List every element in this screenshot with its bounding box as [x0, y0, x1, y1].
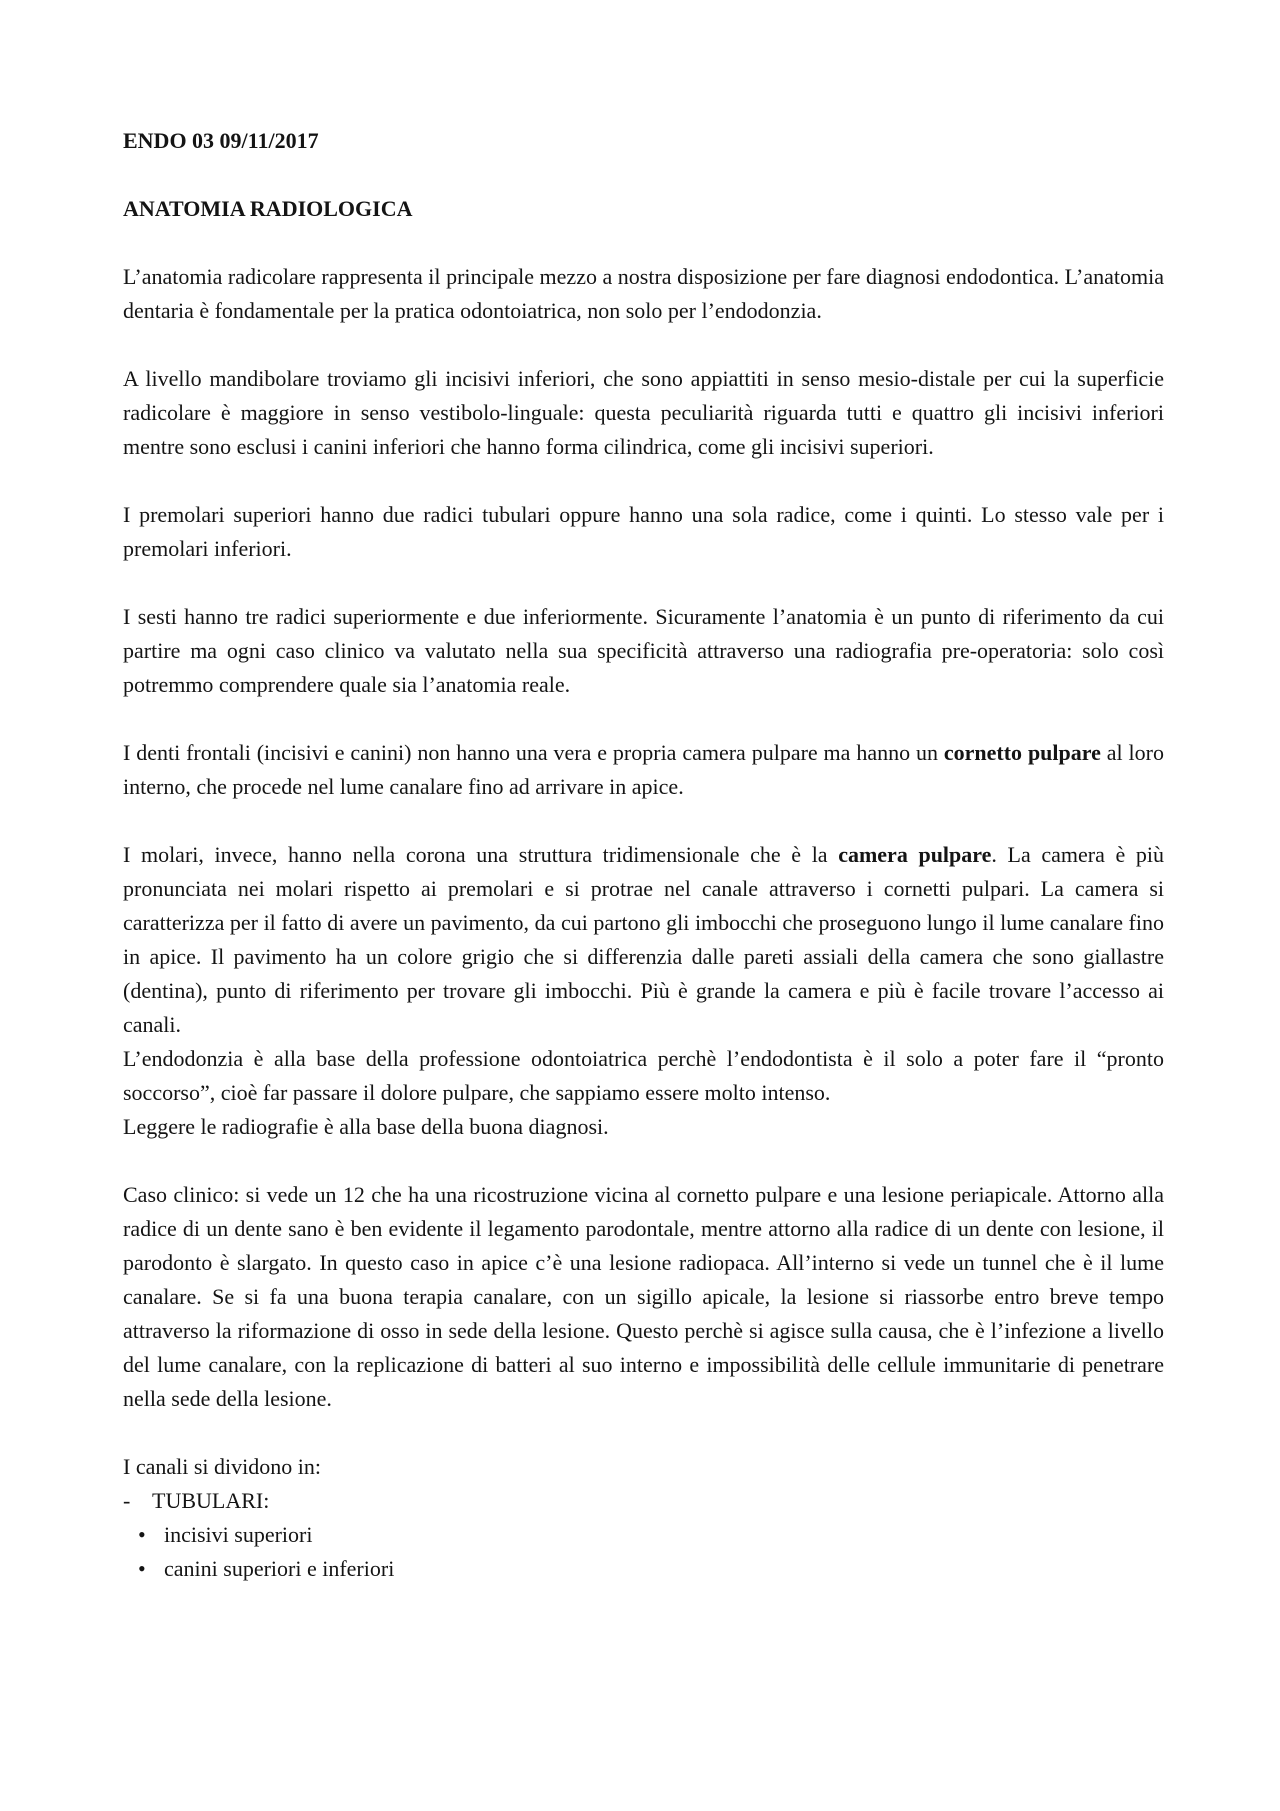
list-item-label: TUBULARI: [152, 1488, 270, 1513]
list-item [138, 1552, 1164, 1586]
paragraph-5-text-a: I denti frontali (incisivi e canini) non hanno una vera e propria camera pulpare ma hanno un [123, 740, 944, 765]
bullet-marker: • [138, 1556, 146, 1581]
paragraph-5 [123, 736, 1164, 804]
paragraph-6-text-a: I molari, invece, hanno nella corona una struttura tridimensionale che è la [123, 842, 839, 867]
bullet-text: canini superiori e inferiori [164, 1556, 395, 1581]
dash-marker: - [123, 1488, 131, 1513]
document-header: ENDO 03 09/11/2017 [123, 128, 319, 153]
paragraph-2: A livello mandibolare troviamo gli incisivi inferiori, che sono appiattiti in senso mesio-distale per cui la superficie radicolare è maggiore in senso vestibolo-linguale: questa peculiarità riguarda tutti e quattro gli incisivi inferiori mentre sono esclusi i canini inferiori che hanno forma cilindrica, come gli incisivi superiori. [123, 366, 1164, 459]
paragraph-3: I premolari superiori hanno due radici tubulari oppure hanno una sola radice, come i quinti. Lo stesso vale per i premolari inferiori. [123, 502, 1164, 561]
paragraph-5-text-b: al loro interno, che procede nel lume canalare fino ad arrivare in apice. [123, 740, 1164, 799]
bullet-text: incisivi superiori [164, 1522, 313, 1547]
list-intro: I canali si dividono in: [123, 1454, 321, 1479]
section-title: ANATOMIA RADIOLOGICA [123, 196, 413, 221]
paragraph-7: L’endodonzia è alla base della professione odontoiatrica perchè l’endodontista è il solo a poter fare il “pronto soccorso”, cioè far passare il dolore pulpare, che sappiamo essere molto intenso. [123, 1046, 1164, 1105]
paragraph-6-bold-term: camera pulpare [838, 842, 992, 867]
paragraph-5-bold-term: cornetto pulpare [943, 740, 1101, 765]
list-item-tubulari [123, 1484, 1164, 1518]
bullet-list [123, 1518, 1164, 1586]
paragraph-9: Caso clinico: si vede un 12 che ha una ricostruzione vicina al cornetto pulpare e una lesione periapicale. Attorno alla radice di un dente sano è ben evidente il legamento parodontale, mentre attorno alla radice di un dente con lesione, il parodonto è slargato. In questo caso in apice c’è una lesione radiopaca. All’interno si vede un tunnel che è il lume canalare. Se si fa una buona terapia canalare, con un sigillo apicale, la lesione si riassorbe entro breve tempo attraverso la riformazione di osso in sede della lesione. Questo perchè si agisce sulla causa, che è l’infezione a livello del lume canalare, con la replicazione di batteri al suo interno e impossibilità delle cellule immunitarie di penetrare nella sede della lesione. [123, 1182, 1164, 1411]
paragraph-1: L’anatomia radicolare rappresenta il principale mezzo a nostra disposizione per fare diagnosi endodontica. L’anatomia dentaria è fondamentale per la pratica odontoiatrica, non solo per l’endodonzia. [123, 264, 1164, 323]
list-item [138, 1518, 1164, 1552]
paragraph-4: I sesti hanno tre radici superiormente e due inferiormente. Sicuramente l’anatomia è un punto di riferimento da cui partire ma ogni caso clinico va valutato nella sua specificità attraverso una radiografia pre-operatoria: solo così potremmo comprendere quale sia l’anatomia reale. [123, 604, 1164, 697]
paragraph-6 [123, 838, 1164, 1042]
bullet-marker: • [138, 1522, 146, 1547]
paragraph-6-text-b: . La camera è più pronunciata nei molari rispetto ai premolari e si protrae nel canale attraverso i cornetti pulpari. La camera si caratterizza per il fatto di avere un pavimento, da cui partono gli imbocchi che proseguono lungo il lume canalare fino in apice. Il pavimento ha un colore grigio che si differenzia dalle pareti assiali della camera che sono giallastre (dentina), punto di riferimento per trovare gli imbocchi. Più è grande la camera e più è facile trovare l’accesso ai canali. [123, 842, 1165, 1037]
paragraph-8: Leggere le radiografie è alla base della buona diagnosi. [123, 1114, 609, 1139]
